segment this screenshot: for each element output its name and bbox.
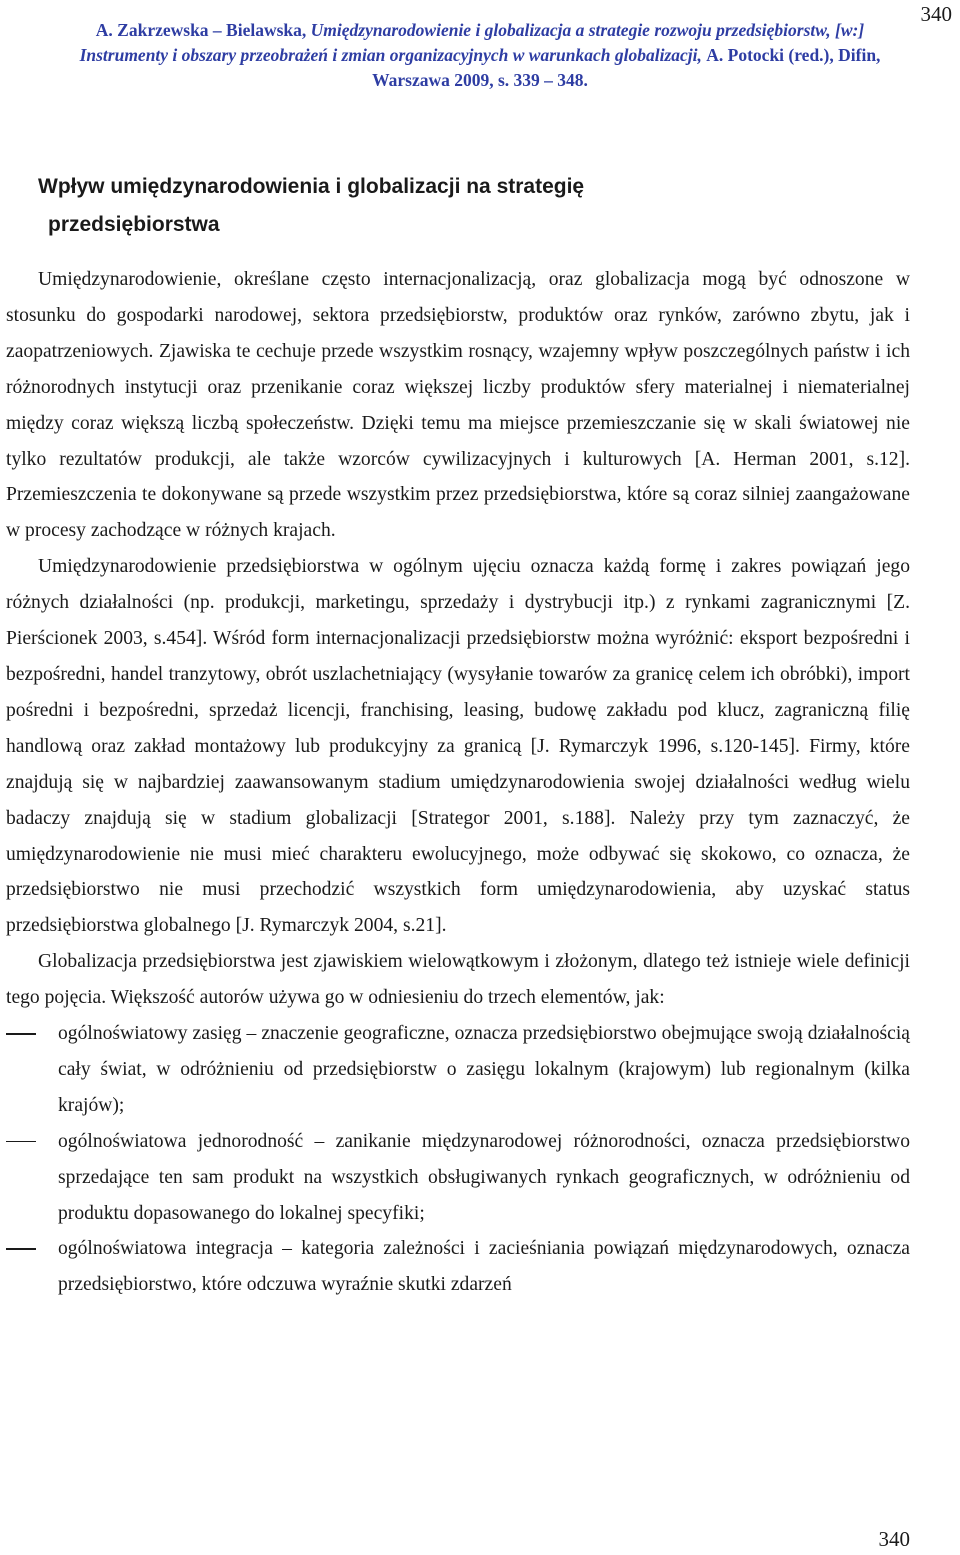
title-line-1: Wpływ umiędzynarodowienia i globalizacji na strategię [38, 175, 585, 198]
dash-bullet-icon [6, 1141, 36, 1143]
list-item-text: ogólnoświatowy zasięg – znaczenie geograficzne, oznacza przedsiębiorstwo obejmujące swoją działalnością cały świat, w odróżnieniu od przedsiębiorstw o zasięgu lokalnym (krajowym) lub regionalnym (kilka krajów); [58, 1023, 910, 1116]
citation-in: [w:] [835, 20, 865, 40]
paragraph: Globalizacja przedsiębiorstwa jest zjawiskiem wielowątkowym i złożonym, dlatego też istnieje wiele definicji tego pojęcia. Większość autorów używa go w odniesieniu do trzech elementów, jak: [6, 951, 910, 1009]
list-item [6, 1016, 910, 1124]
paragraph: Umiędzynarodowienie przedsiębiorstwa w ogólnym ujęciu oznacza każdą formę i zakres powiązań jego różnych działalności (np. produkcji, marketingu, sprzedaży i dystrybucji itp.) z rynkami zagranicznymi [Z. Pierścionek 2003, s.454]. Wśród form internacjonalizacji przedsiębiorstw można wyróżnić: eksport bezpośredni i bezpośredni, handel tranzytowy, obrót uszlachetniający (wysyłanie towarów za granicę celem ich obróbki), import pośredni i bezpośredni, sprzedaż licencji, franchising, leasing, budowę zakładu pod klucz, zagraniczną filię handlową oraz zakład montażowy lub produkcyjny za granicą [J. Rymarczyk 1996, s.120-145]. Firmy, które znajdują się w najbardziej zaawansowanym stadium umiędzynarodowienia swojej działalności według wielu badaczy znajdują się w stadium globalizacji [Strategor 2001, s.188]. Należy przy tym zaznaczyć, że umiędzynarodowienie nie musi mieć charakteru ewolucyjnego, może odbywać się skokowo, co oznacza, że przedsiębiorstwo nie musi przechodzić wszystkich form umiędzynarodowienia, aby uzyskać status przedsiębiorstwa globalnego [J. Rymarczyk 2004, s.21]. [6, 556, 910, 937]
list-item [6, 1124, 910, 1232]
citation-header [60, 18, 900, 93]
page-number-top: 340 [920, 2, 952, 26]
title-line-2: przedsiębiorstwa [48, 213, 220, 236]
page-number-bottom: 340 [878, 1527, 910, 1551]
citation-chapter-title: Umiędzynarodowienie i globalizacja a strategie rozwoju przedsiębiorstw, [310, 20, 836, 40]
citation-author: A. Zakrzewska – Bielawska, [95, 20, 311, 40]
paragraph: Umiędzynarodowienie, określane często internacjonalizacją, oraz globalizacja mogą być odnoszone w stosunku do gospodarki narodowej, sektora przedsiębiorstw, produktów oraz rynków, zarówno zbytu, jak i zaopatrzeniowych. Zjawiska te cechuje przede wszystkim rosnący, wzajemny wpływ poszczególnych państw i ich różnorodnych instytucji oraz przenikanie coraz większej liczby produktów sfery materialnej i niematerialnej między coraz większą liczbą społeczeństw. Dzięki temu ma miejsce przemieszczanie się w skali światowej nie tylko rezultatów produkcji, ale także wzorców cywilizacyjnych i kulturowych [A. Herman 2001, s.12]. Przemieszczenia te dokonywane są przede wszystkim przez przedsiębiorstwa, które są coraz silniej zaangażowane w procesy zachodzące w różnych krajach. [6, 269, 910, 542]
citation-publisher: A. Potocki (red.), Difin, Warszawa 2009, s. 339 – 348. [372, 45, 881, 90]
dash-bullet-icon [6, 1033, 36, 1035]
list-item-text: ogólnoświatowa integracja – kategoria zależności i zacieśniania powiązań międzynarodowych, oznacza przedsiębiorstwo, które odczuwa wyraźnie skutki zdarzeń [58, 1238, 910, 1296]
dash-bullet-icon [6, 1248, 36, 1250]
article-body [6, 262, 910, 1303]
list-item-text: ogólnoświatowa jednorodność – zanikanie międzynarodowej różnorodności, oznacza przedsiębiorstwo sprzedające ten sam produkt na wszystkich obsługiwanych rynkach geograficznych, w odróżnieniu od produktu dopasowanego do lokalnej specyfiki; [58, 1130, 910, 1224]
citation-book-title: Instrumenty i obszary przeobrażeń i zmian organizacyjnych w warunkach globalizacji, [79, 45, 707, 65]
list-item [6, 1231, 910, 1303]
article-title [38, 168, 898, 244]
definition-list [6, 1016, 910, 1303]
